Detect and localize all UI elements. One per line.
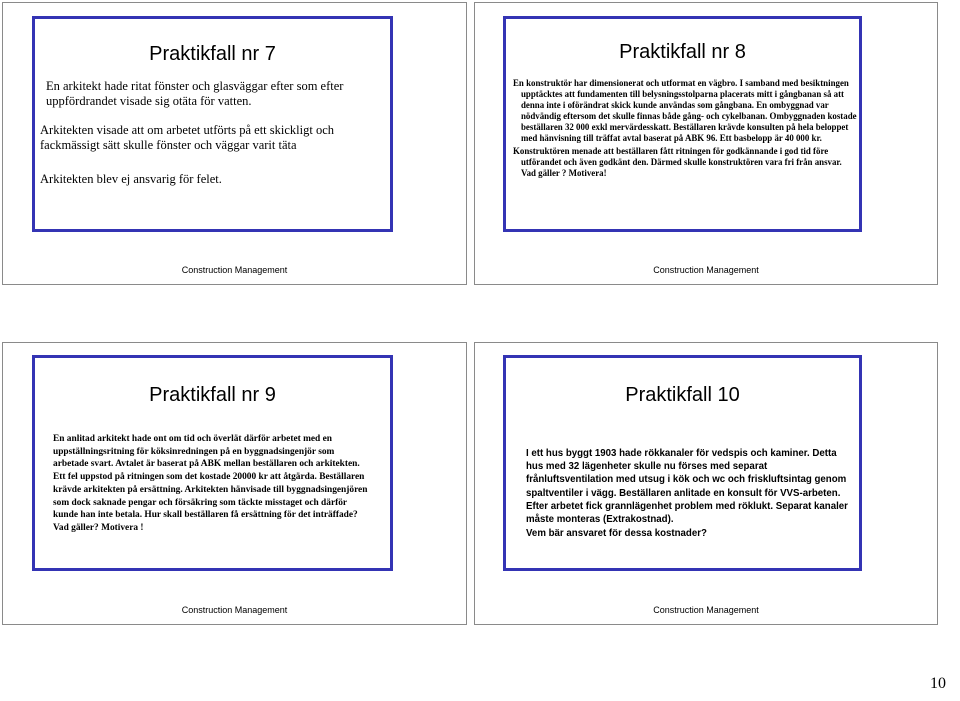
page-number: 10	[930, 675, 946, 692]
slide-8-footer: Construction Management	[653, 265, 759, 275]
slide-9	[2, 342, 467, 625]
slide-7-title: Praktikfall nr 7	[149, 43, 276, 65]
slide-8-title: Praktikfall nr 8	[619, 41, 746, 63]
slide-7-paragraph-2: Arkitekten visade att om arbetet utförts på ett skickligt och fackmässigt sätt skulle fönster och väggar varit täta	[40, 123, 335, 152]
slide-7-footer: Construction Management	[181, 265, 288, 275]
slide-8-paragraph-1: En konstruktör har dimensionerat och utformat en vägbro. I samband med besiktningen upptäcktes att fundamenten till belysningsstolparna placerats mitt i gångbanan så att denna inte i oförändrat skick kunde användas som gångbana. En ombyggnad var nödvändig eftersom det skulle finnas både gång- och cykelbanan. Ombyggnaden kostade beställaren 32 000 exkl mervärdesskatt. Beställaren krävde konsulten på hela beloppet med hänvisning till träffat avtal baserat på ABK 96. Ett basbelopp är 40 000 kr.	[513, 78, 857, 143]
slide-9-footer: Construction Management	[181, 605, 288, 615]
slide-8-paragraph-2: Konstruktören menade att beställaren fått ritningen för godkännande i god tid före utförandet och även godkänt den. Därmed skulle konstruktören vara fri från ansvar. Vad gäller ? Motivera!	[513, 146, 842, 178]
slide-7-content-frame	[32, 16, 393, 232]
slide-10-paragraph-2: Vem bär ansvaret för dessa kostnader?	[526, 528, 707, 540]
slide-9-content-frame	[32, 355, 393, 571]
slide-10-content-frame	[503, 355, 862, 571]
slide-9-paragraph-1: En anlitad arkitekt hade ont om tid och överlät därför arbetet med en uppställningsritning för köksinredningen på en byggnadsingenjör som arbetade svart. Avtalet är baserat på ABK mellan beställaren och arkitekten. Ett fel uppstod på ritningen som det kostade 20000 kr att åtgärda. Beställaren krävde arkitekten på ersättning. Arkitekten hänvisade till byggnadsingenjören som dock saknade pengar och försäkring som täckte misstaget och därför kunde han inte betala. Hur skall beställaren få ersättning för det inträffade? Vad gäller? Motivera !	[53, 434, 368, 533]
slide-9-title: Praktikfall nr 9	[149, 384, 276, 406]
slide-8-content-frame	[503, 16, 862, 232]
slide-10-title: Praktikfall 10	[625, 384, 740, 406]
slide-10-paragraph-1: I ett hus byggt 1903 hade rökkanaler för vedspis och kaminer. Detta hus med 32 lägenheter skulle nu förses med separat frånluftsventilation med utsug i kök och wc och friskluftsintag genom spaltventiler i vägg. Beställaren anlitade en konsult för VVS-arbeten. Efter arbetet fick grannlägenhet problem med röklukt. Separat kanaler måste monteras (Extrakostnad).	[526, 448, 848, 526]
slide-8	[474, 2, 938, 285]
slide-7-paragraph-3: Arkitekten blev ej ansvarig för felet.	[40, 172, 222, 186]
slide-10-footer: Construction Management	[653, 605, 759, 615]
slide-10	[474, 342, 938, 625]
slide-7	[2, 2, 467, 285]
slide-7-paragraph-1: En arkitekt hade ritat fönster och glasväggar efter som efter uppfördrandet visade sig otäta för vatten.	[46, 79, 344, 108]
